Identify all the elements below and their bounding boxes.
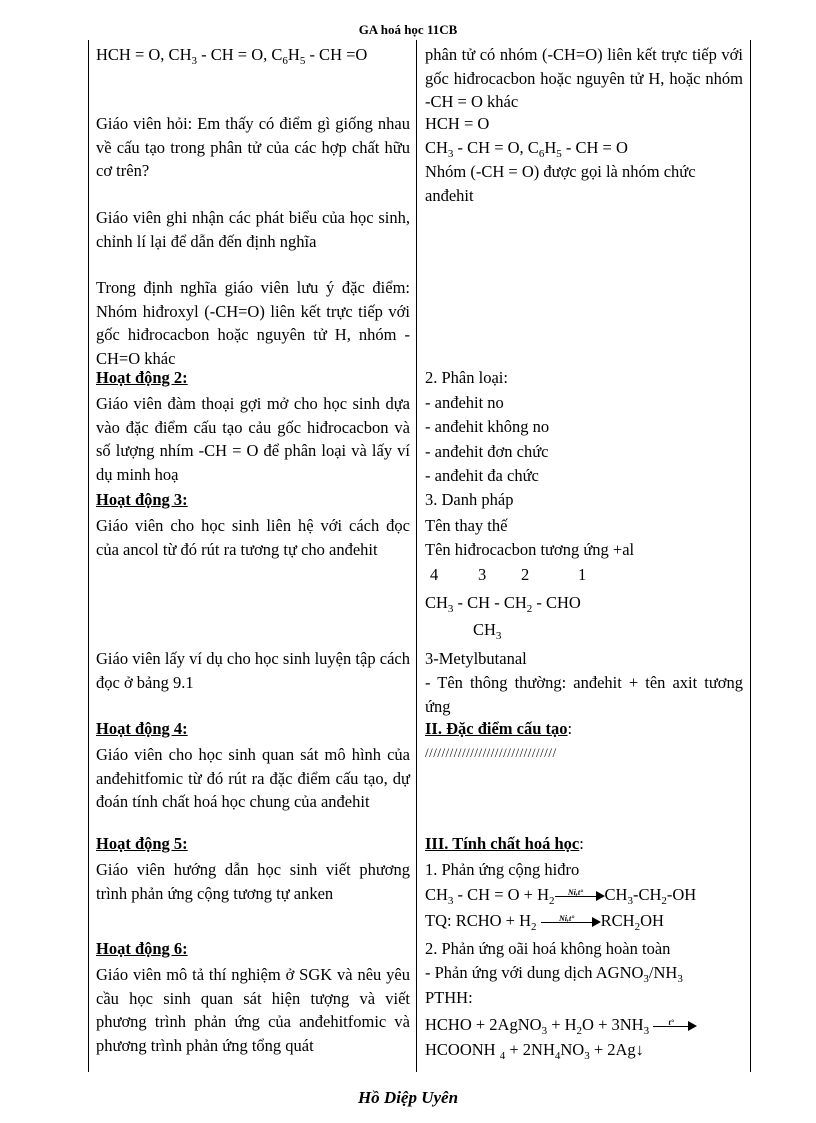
reaction-arrow-icon: Ni,t° [541,916,601,928]
example-formulas: HCH = O, $CH_3$ - CH = O, $C_6H_5$ - CH =O [96,45,368,67]
activity-3-title: Hoạt động 3: [96,490,188,509]
silver-mirror-equation-line-1: HCHO + 2AgNO$_3$ + $H_2O + 3NH_3$ t° [425,1013,743,1040]
example-compound-name: 3-Metylbutanal [425,649,527,668]
substitute-name-label: Tên thay thế [425,516,508,535]
column-divider [416,40,417,1072]
activity-4-title: Hoạt động 4: [96,719,188,738]
activity-2-title: Hoạt động 2: [96,368,188,387]
teacher-record: Giáo viên ghi nhận các phát biểu của học sinh, chỉnh lí lại để dẫn đến định nghĩa [96,208,410,251]
naming-rule: Tên hiđrocacbon tương ứng +al [425,540,635,559]
carbon-number: 1 [578,565,587,584]
reaction-1-general: TQ: RCHO + $H_2$ Ni,t° $RCH_2OH$ [425,911,664,933]
page-footer-author: Hồ Diệp Uyên [357,1088,459,1107]
classification-item: - anđehit no [425,393,504,412]
carbon-number: 3 [478,565,487,584]
activity-5-text: Giáo viên hướng dẫn học sinh viết phương trình phản ứng cộng tương tự anken [96,860,410,903]
reaction-arrow-icon: t° [653,1020,697,1032]
naming-title: 3. Danh pháp [425,490,514,509]
teacher-question: Giáo viên hỏi: Em thấy có điểm gì giống nhau về cấu tạo trong phân tử của các hợp chất hữu cơ trên? [96,114,410,180]
carbon-number: 4 [430,565,439,584]
example-line-1: HCH = O [425,114,490,133]
structural-formula-chain: $CH_3$ - CH - $CH_2$ - CHO [425,593,581,615]
reaction-1-equation: $CH_3$ - CH = $O + H_2$ Ni,t° $CH_3-CH_2-OH$ [425,885,697,907]
pthh-label: PTHH: [425,988,473,1007]
carbon-number: 2 [521,565,530,584]
common-name-rule: - Tên thông thường: anđehit + tên axit tương ứng [425,673,743,716]
activity-5-title: Hoạt động 5: [96,834,188,853]
teacher-activity-column [96,40,410,1072]
structural-formula-branch: $CH_3$ [473,620,502,642]
definition-note: Trong định nghĩa giáo viên lưu ý đặc điểm: Nhóm hiđroxyl (-CH=O) liên kết trực tiếp với gốc hiđrocacbon hoặc nguyên tử H, nhóm -CH=O khác [96,278,410,368]
reaction-1-title: 1. Phản ứng cộng hiđro [425,860,580,879]
classification-item: - anđehit đa chức [425,466,539,485]
reaction-2-title: 2. Phản ứng oãi hoá không hoàn toàn [425,939,671,958]
activity-6-text: Giáo viên mô tả thí nghiệm ở SGK và nêu yêu cầu học sinh quan sát hiện tượng và viết phương trình phản ứng của anđehitfomic và phương trình phản ứng tổng quát [96,965,410,1055]
reaction-arrow-icon: Ni,t° [555,890,605,902]
functional-group-note: Nhóm (-CH = O) được gọi là nhóm chức anđehit [425,162,696,205]
lesson-table [88,40,751,1072]
activity-3-text: Giáo viên cho học sinh liên hệ với cách đọc của ancol từ đó rút ra tương tự cho anđehit [96,516,410,559]
reaction-2-subtitle: - Phản ứng với dung dịch $AGNO_3/NH_3$ [425,963,683,985]
structure-placeholder: //////////////////////////////// [425,745,557,760]
activity-2-text: Giáo viên đàm thoại gợi mở cho học sinh dựa vào đặc điểm cấu tạo cảu gốc hiđrocacbon và số lượng nhím -CH = O để phân loại và lấy ví dụ minh hoạ [96,394,410,484]
classification-item: - anđehit không no [425,417,550,436]
activity-6-title: Hoạt động 6: [96,939,188,958]
example-line-2: $CH_3$ - CH = O, $C_6H_5$ - CH = O [425,138,628,160]
silver-mirror-equation-line-2: HCOONH $_4 + 2NH_4NO_3$ + 2Ag↓ [425,1040,644,1062]
classification-title: 2. Phân loại: [425,368,508,387]
structure-heading: II. Đặc điểm cấu tạo: [425,719,573,738]
page-header-title: GA hoá học 11CB [358,22,458,37]
activity-4-text: Giáo viên cho học sinh quan sát mô hình của anđehitfomic từ đó rút ra đặc điểm cấu tạo, dự đoán tính chất hoá học chung của anđehit [96,745,410,811]
content-column [425,40,743,1072]
chemical-properties-heading: III. Tính chất hoá học: [425,834,584,853]
definition-text: phân tử có nhóm (-CH=O) liên kết trực tiếp với gốc hiđrocacbon hoặc nguyên tử H, hoặc nhóm -CH = O khác [425,45,743,111]
practice-text: Giáo viên lấy ví dụ cho học sinh luyện tập cách đọc ở bảng 9.1 [96,649,410,692]
classification-item: - anđehit đơn chức [425,442,549,461]
